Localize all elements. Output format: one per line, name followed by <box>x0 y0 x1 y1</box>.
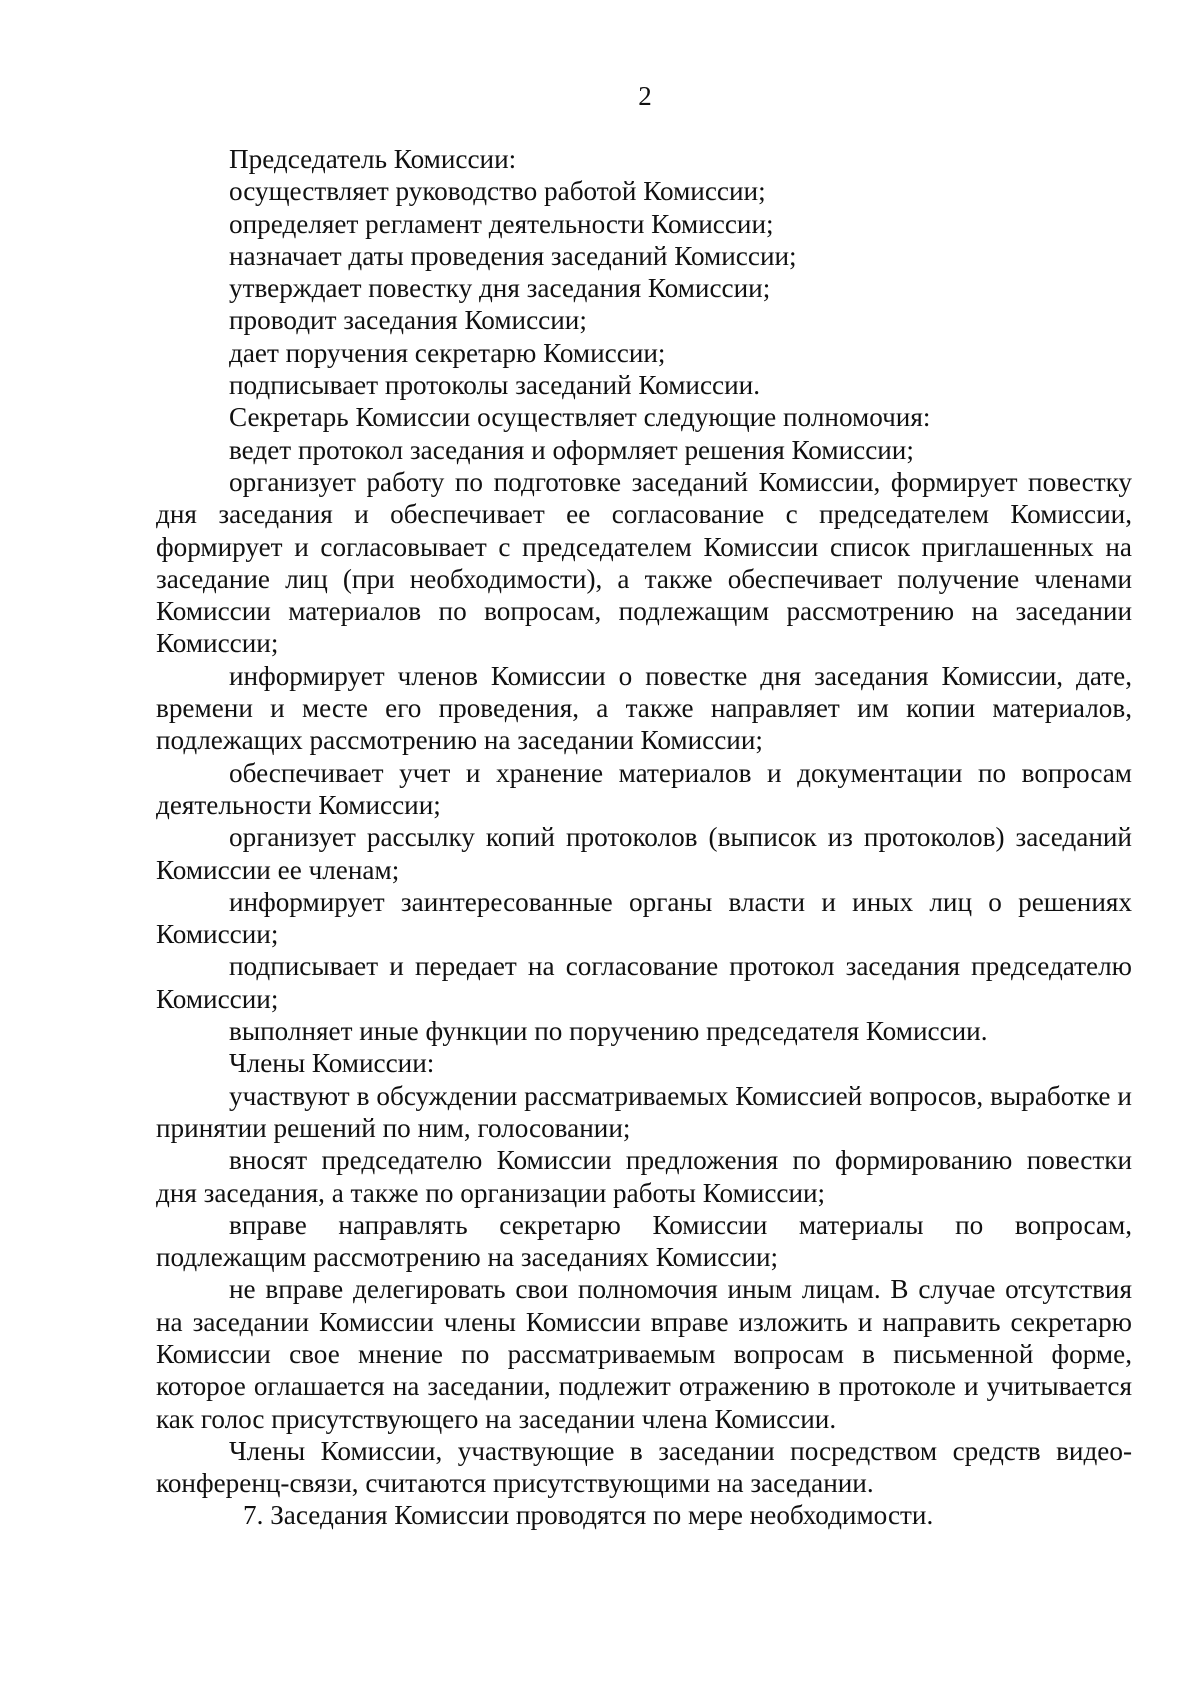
paragraph-members-duty-3: вправе направлять секретарю Комиссии материалы по вопросам, подлежащим рассмотрению на заседаниях Комиссии; <box>156 1209 1132 1273</box>
paragraph-chairman-duty-5: проводит заседания Комиссии; <box>229 305 587 336</box>
paragraph-members-duty-1: участвуют в обсуждении рассматриваемых Комиссией вопросов, выработке и принятии решений по ним, голосовании; <box>156 1080 1132 1143</box>
paragraph-chairman-duty-1: осуществляет руководство работой Комиссии; <box>229 176 766 207</box>
paragraph-chairman-duty-7: подписывает протоколы заседаний Комиссии. <box>229 370 761 401</box>
paragraph-chairman-duty-4: утверждает повестку дня заседания Комиссии; <box>229 273 771 304</box>
paragraph-members-duty-2: вносят председателю Комиссии предложения по формированию повестки дня заседания, а также по организации работы Комиссии; <box>156 1145 1132 1208</box>
paragraph-members-duty-4: не вправе делегировать свои полномочия иным лицам. В случае отсутствия на заседании Комиссии члены Комиссии вправе изложить и направить секретарю Комиссии свое мнение по рассматриваемым вопросам в письменной форме, которое оглашается на заседании, подлежит отражению в протоколе и учитывается как голос присутствующего на заседании члена Комиссии. <box>156 1274 1132 1434</box>
paragraph-secretary-duty-8: выполняет иные функции по поручению председателя Комиссии. <box>229 1016 988 1047</box>
paragraph-chairman-heading: Председатель Комиссии: <box>229 144 517 174</box>
paragraph-secretary-duty-6: информирует заинтересованные органы власти и иных лиц о решениях Комиссии; <box>156 886 1132 950</box>
paragraph-chairman-duty-3: назначает даты проведения заседаний Комиссии; <box>229 240 797 271</box>
document-body <box>156 143 1132 1532</box>
paragraph-secretary-duty-5: организует рассылку копий протоколов (выписок из протоколов) заседаний Комиссии ее членам; <box>156 822 1132 885</box>
paragraph-members-heading: Члены Комиссии: <box>229 1048 435 1079</box>
paragraph-secretary-duty-2: организует работу по подготовке заседаний Комиссии, формирует повестку дня заседания и обеспечивает ее согласование с председателем Комиссии, формирует и согласовывает с председателем Комиссии список приглашенных на заседание лиц (при необходимости), а также обеспечивает получение членами Комиссии материалов по вопросам, подлежащим рассмотрению на заседании Комиссии; <box>156 466 1132 659</box>
paragraph-chairman-duty-6: дает поручения секретарю Комиссии; <box>229 337 666 368</box>
paragraph-secretary-heading: Секретарь Комиссии осуществляет следующие полномочия: <box>229 402 931 433</box>
paragraph-secretary-duty-7: подписывает и передает на согласование протокол заседания председателю Комиссии; <box>156 951 1132 1014</box>
paragraph-secretary-duty-4: обеспечивает учет и хранение материалов и документации по вопросам деятельности Комиссии; <box>156 757 1132 820</box>
paragraph-secretary-duty-3: информирует членов Комиссии о повестке дня заседания Комиссии, дате, времени и месте его проведения, а также направляет им копии материалов, подлежащих рассмотрению на заседании Комиссии; <box>156 660 1132 756</box>
paragraph-videoconference: Члены Комиссии, участвующие в заседании посредством средств видео-конференц-связи, считаются присутствующими на заседании. <box>156 1435 1132 1499</box>
paragraph-item-7: 7. Заседания Комиссии проводятся по мере необходимости. <box>243 1500 934 1531</box>
page-number: 2 <box>638 81 652 111</box>
paragraph-secretary-duty-1: ведет протокол заседания и оформляет решения Комиссии; <box>229 434 914 465</box>
paragraph-chairman-duty-2: определяет регламент деятельности Комиссии; <box>229 208 774 239</box>
